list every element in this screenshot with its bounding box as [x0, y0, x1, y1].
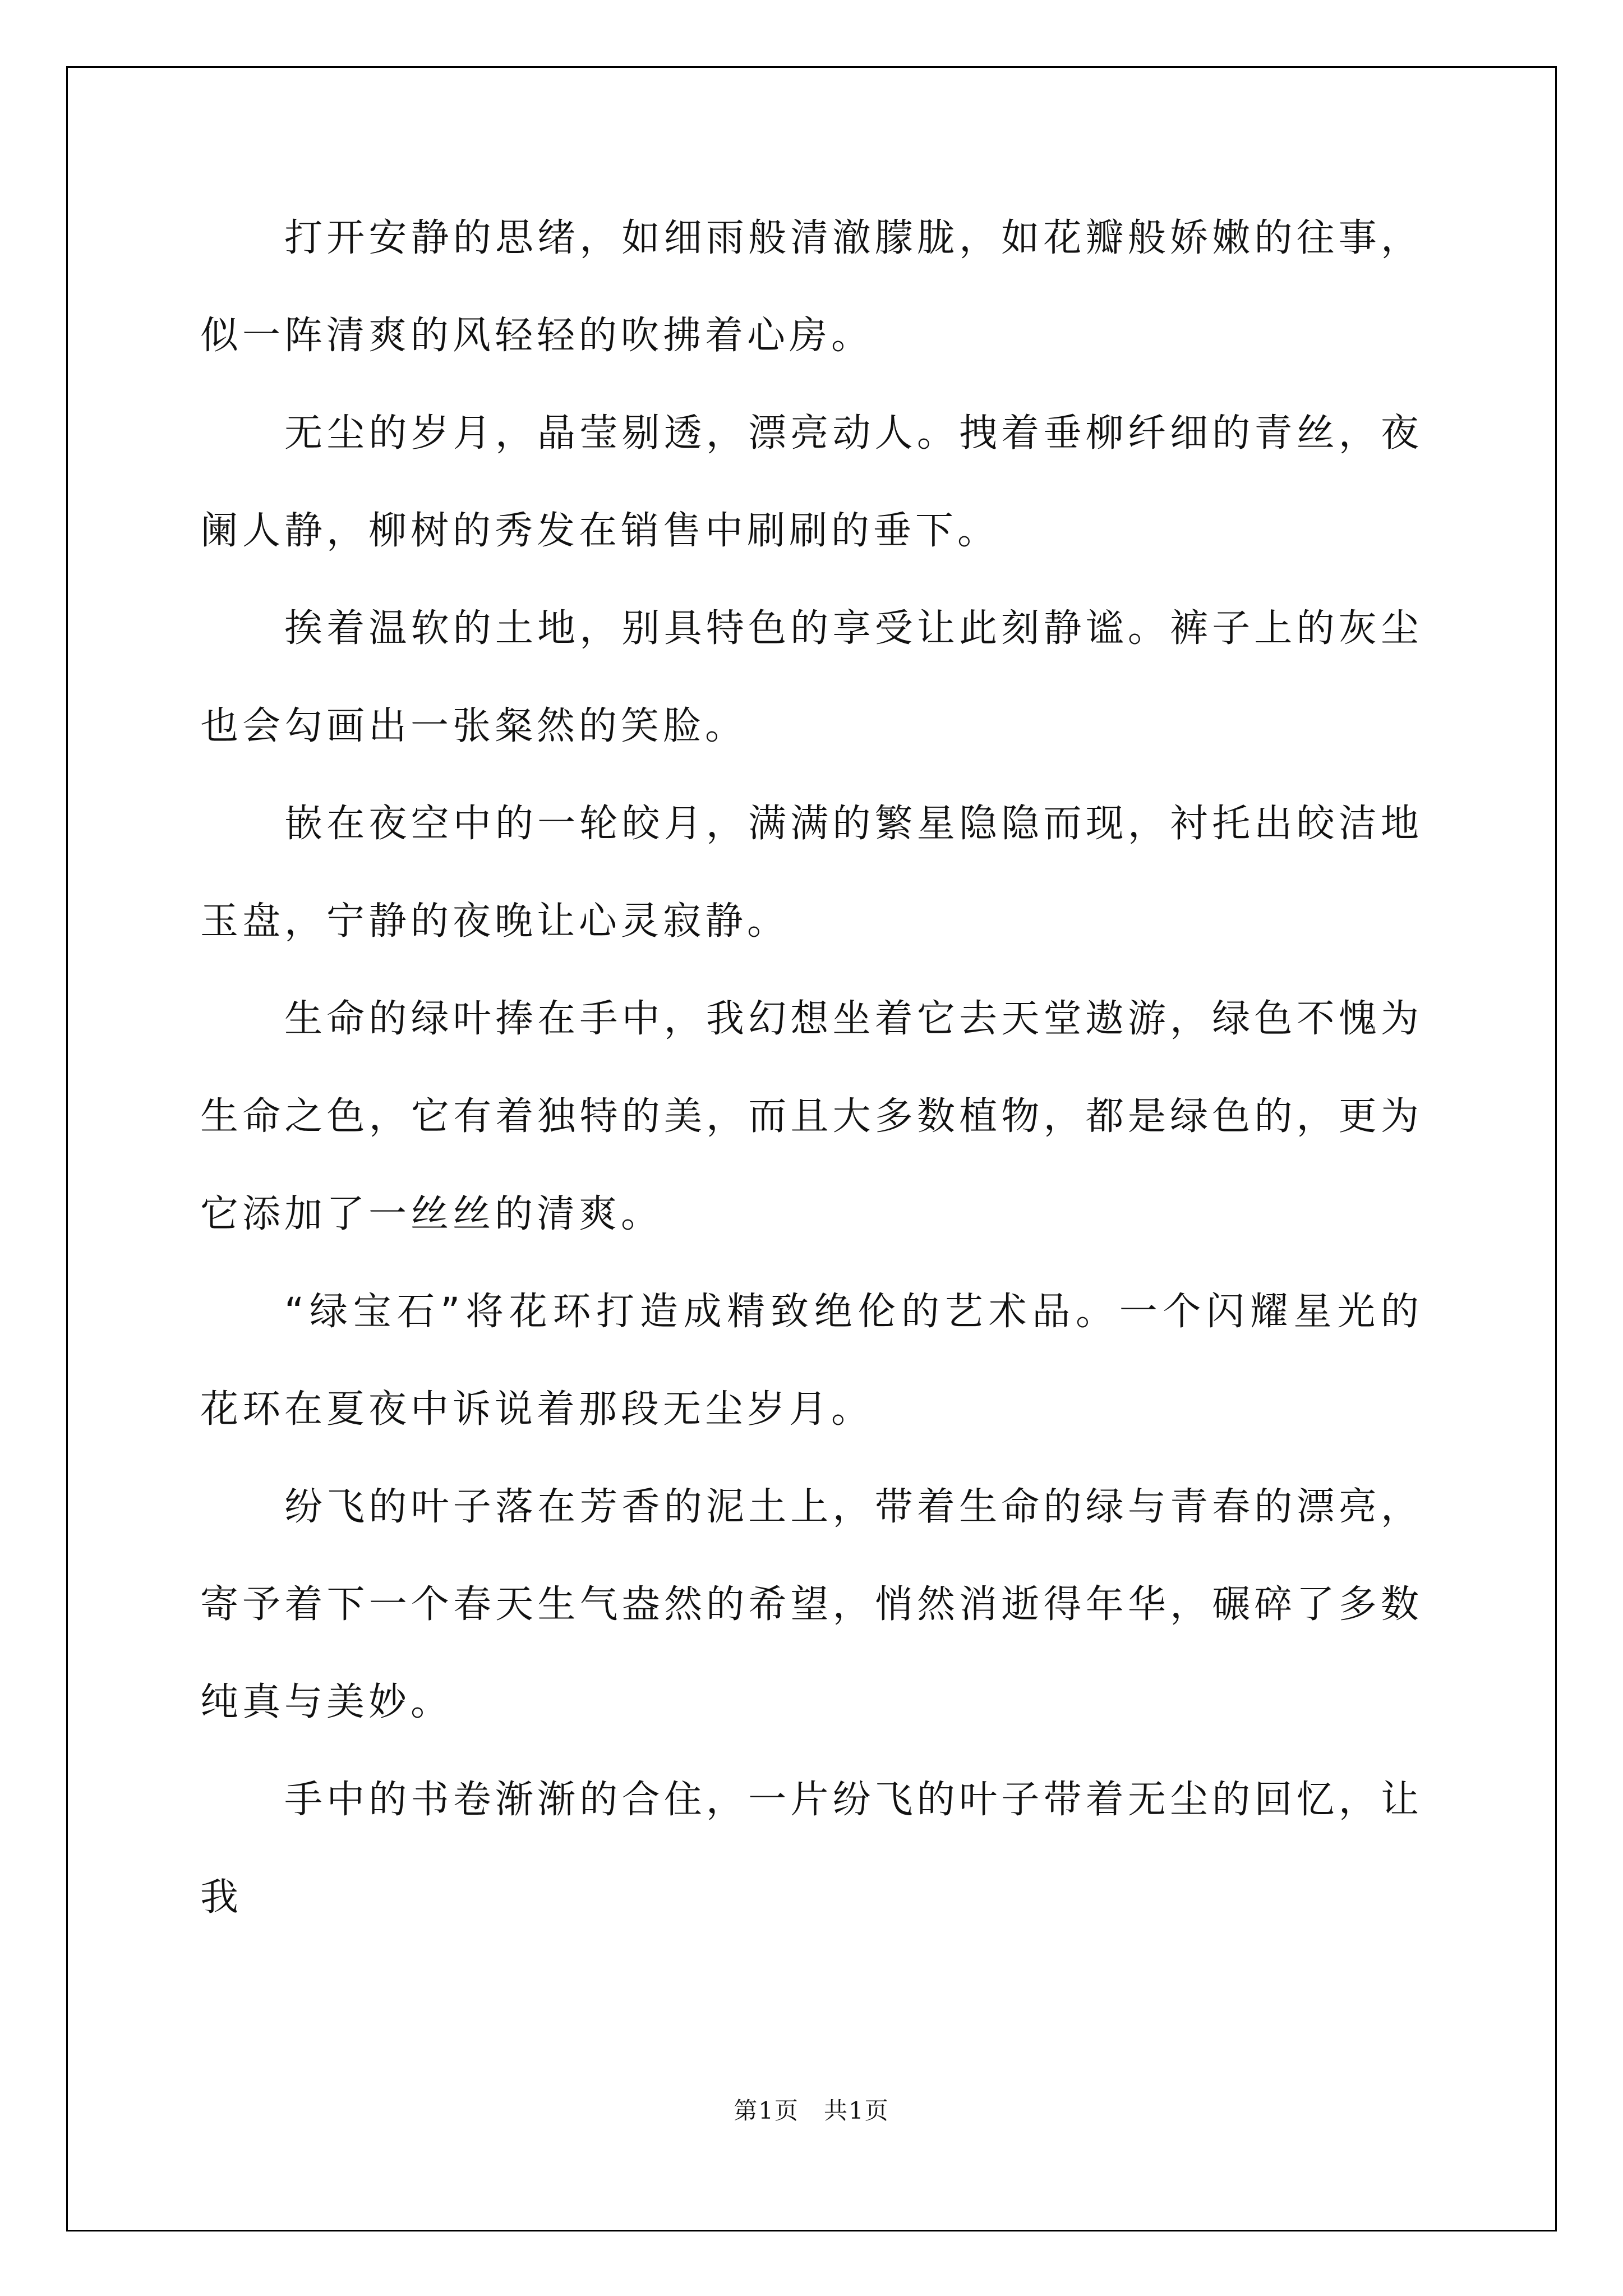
- paragraph: 无尘的岁月，晶莹剔透，漂亮动人。拽着垂柳纤细的青丝，夜阑人静，柳树的秀发在销售中刷刷的垂下。: [200, 411, 1423, 553]
- paragraph: 挨着温软的土地，别具特色的享受让此刻静谧。裤子上的灰尘也会勾画出一张粲然的笑脸。: [200, 606, 1423, 748]
- document-body: [200, 190, 1423, 1947]
- paragraph: 生命的绿叶捧在手中，我幻想坐着它去天堂遨游，绿色不愧为生命之色，它有着独特的美，而且大多数植物，都是绿色的，更为它添加了一丝丝的清爽。: [200, 997, 1423, 1236]
- paragraph: 嵌在夜空中的一轮皎月，满满的繁星隐隐而现，衬托出皎洁地玉盘，宁静的夜晚让心灵寂静。: [200, 802, 1423, 944]
- paragraph: 手中的书卷渐渐的合住，一片纷飞的叶子带着无尘的回忆，让我: [200, 1778, 1423, 1920]
- paragraph: 纷飞的叶子落在芳香的泥土上，带着生命的绿与青春的漂亮，寄予着下一个春天生气盎然的希望，悄然消逝得年华，碾碎了多数纯真与美妙。: [200, 1485, 1423, 1724]
- paragraph: 打开安静的思绪，如细雨般清澈朦胧，如花瓣般娇嫩的往事，似一阵清爽的风轻轻的吹拂着心房。: [200, 216, 1423, 358]
- page-number-footer: 第1页 共1页: [734, 2097, 889, 2124]
- paragraph: “绿宝石”将花环打造成精致绝伦的艺术品。一个闪耀星光的花环在夏夜中诉说着那段无尘岁月。: [200, 1290, 1423, 1432]
